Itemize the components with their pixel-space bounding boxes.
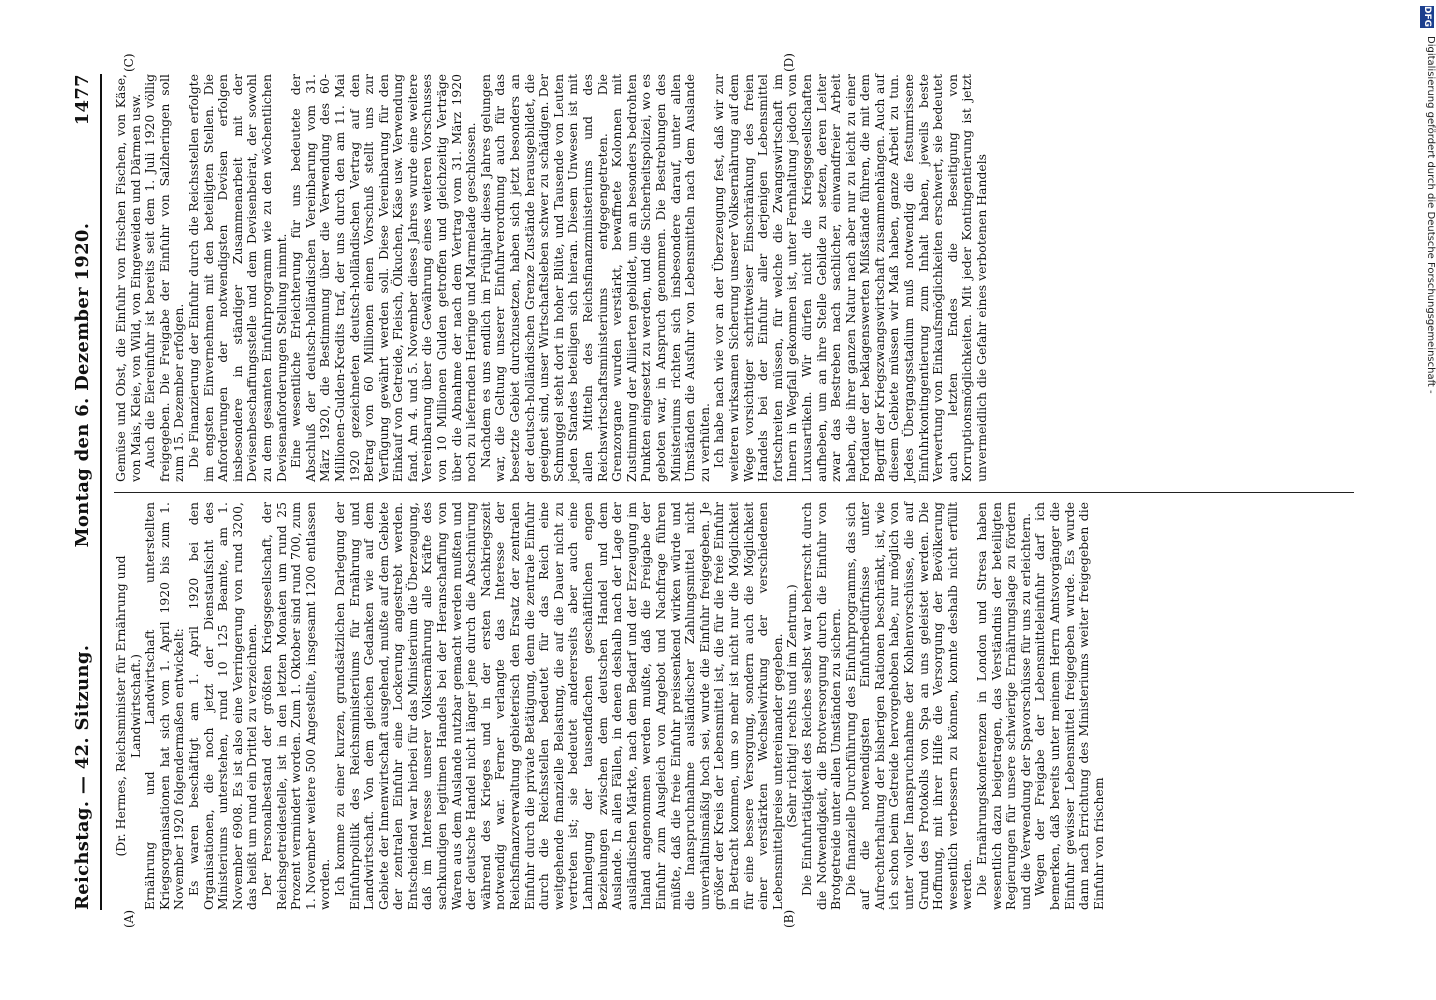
page-header [62,74,102,910]
margin-mark-c: (C) [122,53,136,72]
margin-mark-a: (A) [122,909,136,928]
rotated-newspaper-page [62,52,1362,932]
header-date: Montag den 6. Dezember 1920. [71,222,93,548]
paragraph: Die Ernährungskonferenzen in London und Stresa haben wesentlich dazu beigetragen, das Verständnis der beteiligten Regierungen für unsere schwierige Ernährungslage zu fördern und die Verwendung der Spavorschüsse für uns zu erleichtern. [974,502,1033,910]
column-divider [114,492,1354,493]
paragraph: Ernährung und Landwirtschaft unterstellten Kriegsorganisationen hat sich vom 1. April 1920 bis zum 1. November 1920 folgendermaßen entwickelt: [142,502,187,910]
speaker-intro: (Dr. Hermes, Reichsminister für Ernährung und Landwirtschaft.) [113,555,143,857]
left-column [114,502,1354,910]
page-number: 1477 [71,74,93,126]
dfg-logo: DFG [1422,6,1432,28]
paragraph: Wegen der Freigabe der Lebensmitteleinfuhr darf ich bemerken, daß bereits unter meinem Herrn Amtsvorgänger die Einfuhr gewisser Lebensmittel freigegeben wurde. Es wurde dann nach Errichtung des Ministeriums weiter freigegeben die Einfuhr von frischem [1032,502,1106,910]
paragraph: Ich komme zu einer kurzen, grundsätzlichen Darlegung der Einfuhrpolitik des Reichsministeriums für Ernährung und Landwirtschaft. Von dem gleichen Gedanken wie auf dem Gebiete der Innenwirtschaft ausgehend, mußte auf dem Gebiete der zentralen Einfuhr eine Lockerung angestrebt werden. Entscheidend war hierbei für das Ministerium die Überzeugung, daß im Interesse unserer Volksernährung alle Kräfte des sachkundigen legitimen Handels bei der Heranschaffung von Waren aus dem Auslande nutzbar gemacht werden mußten und der deutsche Handel nicht länger jene durch die Abschnürung während des Krieges und in der ersten Nachkriegszeit notwendig war. Ferner verlangte das Interesse der Reichsfinanzverwaltung gebieterisch den Ersatz der zentralen Einfuhr durch die private Betätigung, denn die zentrale Einfuhr durch die Reichsstellen bedeutet für das Reich eine weitgehende finanzielle Belastung, die auf die Dauer nicht zu vertreten ist; sie bedeutet andererseits aber auch eine Lahmlegung der tausendfachen geschäftlichen engen Beziehungen zwischen dem deutschen Handel und dem Auslande. In allen Fällen, in denen deshalb nach der Lage der ausländischen Märkte, nach dem Bedarf und der Erzeugung im Inland angenommen werden mußte, daß die Freigabe der Einfuhr zum Ausgleich von Angebot und Nachfrage führen müßte, daß die freie Einfuhr preissenkend wirken würde und die Inanspruchnahme ausländischer Zahlungsmittel nicht unverhältnismäßig hoch sei, wurde die Einfuhr freigegeben. Je größer der Kreis der Lebensmittel ist, die für die freie Einfuhr in Betracht kommen, um so mehr ist nicht nur die Möglichkeit für eine bessere Versorgung, sondern auch die Möglichkeit einer verstärkten Wechselwirkung der verschiedenen Lebensmittelpreise untereinander gegeben. [331,502,785,910]
header-left: Reichstag. — 42. Sitzung. [71,644,93,910]
paragraph: Der Personalbestand der größten Kriegsgesellschaft, der Reichsgetreidestelle, ist in den letzten Monaten um rund 25 Prozent vermindert worden. Zum 1. Oktober sind rund 700, zum 1. November weitere 500 Angestellte, insgesamt 1200 entlassen worden. [258,502,333,910]
paragraph: Ich habe nach wie vor an der Überzeugung fest, daß wir zur weiteren wirksamen Sicherung unserer Volksernährung auf dem Wege vorsichtiger schrittweiser Einschränkung des freien Handels bei der Einfuhr aller derjenigen Lebensmittel fortschreiten müssen, für welche die Zwangswirtschaft im Innern in Wegfall gekommen ist, unter Fernhaltung jedoch von Luxusartikeln. Wir dürfen nicht die Kriegsgesellschaften aufheben, um an ihre Stelle Gebilde zu setzen, deren Leiter zwar das Bestreben nach sachlicher, einwandfreier Arbeit haben, die ihrer ganzen Natur nach aber nur zu leicht zu einer Fortdauer der beklagenswerten Mißstände führen, die mit dem Begriff der Kriegszwangswirtschaft zusammenhängen. Auch auf diesem Gebiete müssen wir Maß haben, ganze Arbeit zu tun. Jedes Übergangsstadium muß notwendig die festumrissene Einfuhrkontingentierung zum Inhalt haben, jeweils beste Verwertung von Einkaufsmöglichkeiten erschwert, sie bedeutet auch letzten Endes die Beseitigung von Korruptionsmöglichkeiten. Mit jeder Kontingentierung ist jetzt unvermeidlich die Gefahr eines verbotenen Handels [711,74,990,482]
paragraph: Es waren beschäftigt am 1. April 1920 bei den Organisationen, die noch jetzt der Dienstaufsicht des Ministeriums unterstehen, rund 10 125 Beamte, am 1. November 6908. Es ist also eine Verringerung von rund 3200, das heißt um rund ein Drittel zu verzeichnen. [185,502,260,910]
paragraph: Die finanzielle Durchführung des Einfuhrprogramms, das sich auf die notwendigsten Einfuhrbedürfnisse unter Aufrechterhaltung der bisherigen Rationen beschränkt, ist, wie ich schon beim Getreide hervorgehoben habe, nur möglich von unter voller Inanspruchnahme der Kohlenvorschüsse, die auf Grund des Protokolls von Spa an uns geleistet werden. Die Hoffnung, mit ihrer Hilfe die Versorgung der Bevölkerung wesentlich verbessern zu können, konnte deshalb nicht erfüllt werden. [842,502,975,910]
paragraph: Auch die Eiereinfuhr ist bereits seit dem 1. Juli 1920 völlig freigegeben. Die Freigabe der Einfuhr von Salzheringen soll zum 15. Dezember erfolgen. [142,74,187,482]
paragraph: Nachdem es uns endlich im Frühjahr dieses Jahres gelungen war, die Geltung unserer Einfuhrverordnung auch für das besetzte Gebiet durchzusetzen, haben sich jetzt besonders an der deutsch-holländischen Grenze Zustände herausgebildet, die geeignet sind, unser Wirtschaftsleben schwer zu schädigen. Der Schmuggel steht dort in hoher Blüte, und Tausende von Leuten jeden Standes beteiligen sich hieran. Diesem Unwesen ist mit allen Mitteln des Reichsfinanzministeriums und des Reichswirtschaftsministeriums entgegengetreten. Die Grenzorgane wurden verstärkt, bewaffnete Kolonnen mit Zustimmung der Alliierten gebildet, um an besonders bedrohten Punkten eingesetzt zu werden, und die Sicherheitspolizei, wo es geboten war, in Anspruch genommen. Die Bestrebungen des Ministeriums richten sich insbesondere darauf, unter allen Umständen die Ausfuhr von Lebensmitteln nach dem Auslande zu verhüten. [477,74,712,482]
paragraph: Die Einfuhrtätigkeit des Reiches selbst war beherrscht durch die Notwendigkeit, die Brotversorgung durch die Einfuhr von Brotgetreide unter allen Umständen zu sichern. [798,502,844,910]
paragraph: Gemüse und Obst, die Einfuhr von frischen Fischen, von Käse, von Mais, Kleie, von Wild, von Eingeweiden und Därmen usw. [113,74,143,482]
margin-mark-b: (B) [782,909,796,928]
paragraph: Eine wesentliche Erleichterung für uns bedeutete der Abschluß der deutsch-holländischen Vereinbarung vom 31. März 1920, die Bestimmung über die Verwendung des 60-Millionen-Gulden-Kredits traf, der uns durch den am 11. Mai 1920 gezeichneten deutsch-holländischen Vertrag auf den Betrag von 60 Millionen einen Vorschuß stellt uns zur Verfügung gewährt werden soll. Diese Vereinbarung für den Einkauf von Getreide, Fleisch, Ölkuchen, Käse usw. Verwendung fand. Am 4. und 5. November dieses Jahres wurde eine weitere Vereinbarung über die Gewährung eines weiteren Vorschusses von 10 Millionen Gulden getroffen und gleichzeitig Verträge über die Abnahme der nach dem Vertrag vom 31. März 1920 noch zu liefernden Heringe und Marmelade geschlossen. [288,74,479,482]
digitization-note: Digitalisierung gefördert durch die Deutsche Forschungsgemeinschaft - [1425,36,1436,394]
paragraph: Die Finanzierung der Einfuhr durch die Reichsstellen erfolgte im engsten Einvernehmen mit den beteiligten Stellen. Die Anforderungen der notwendigsten Devisen erfolgen insbesondere in ständiger Zusammenarbeit mit der Devisenbeschaffungsstelle und dem Devisenbeirat, der sowohl zu dem gesamten Einfuhrprogramm wie zu den wöchentlichen Devisenanforderungen Stellung nimmt. [185,74,289,482]
right-column [114,74,1354,482]
interjection: (Sehr richtig! rechts und im Zentrum.) [784,584,800,828]
margin-mark-d: (D) [782,53,796,72]
header-rule [100,74,102,910]
